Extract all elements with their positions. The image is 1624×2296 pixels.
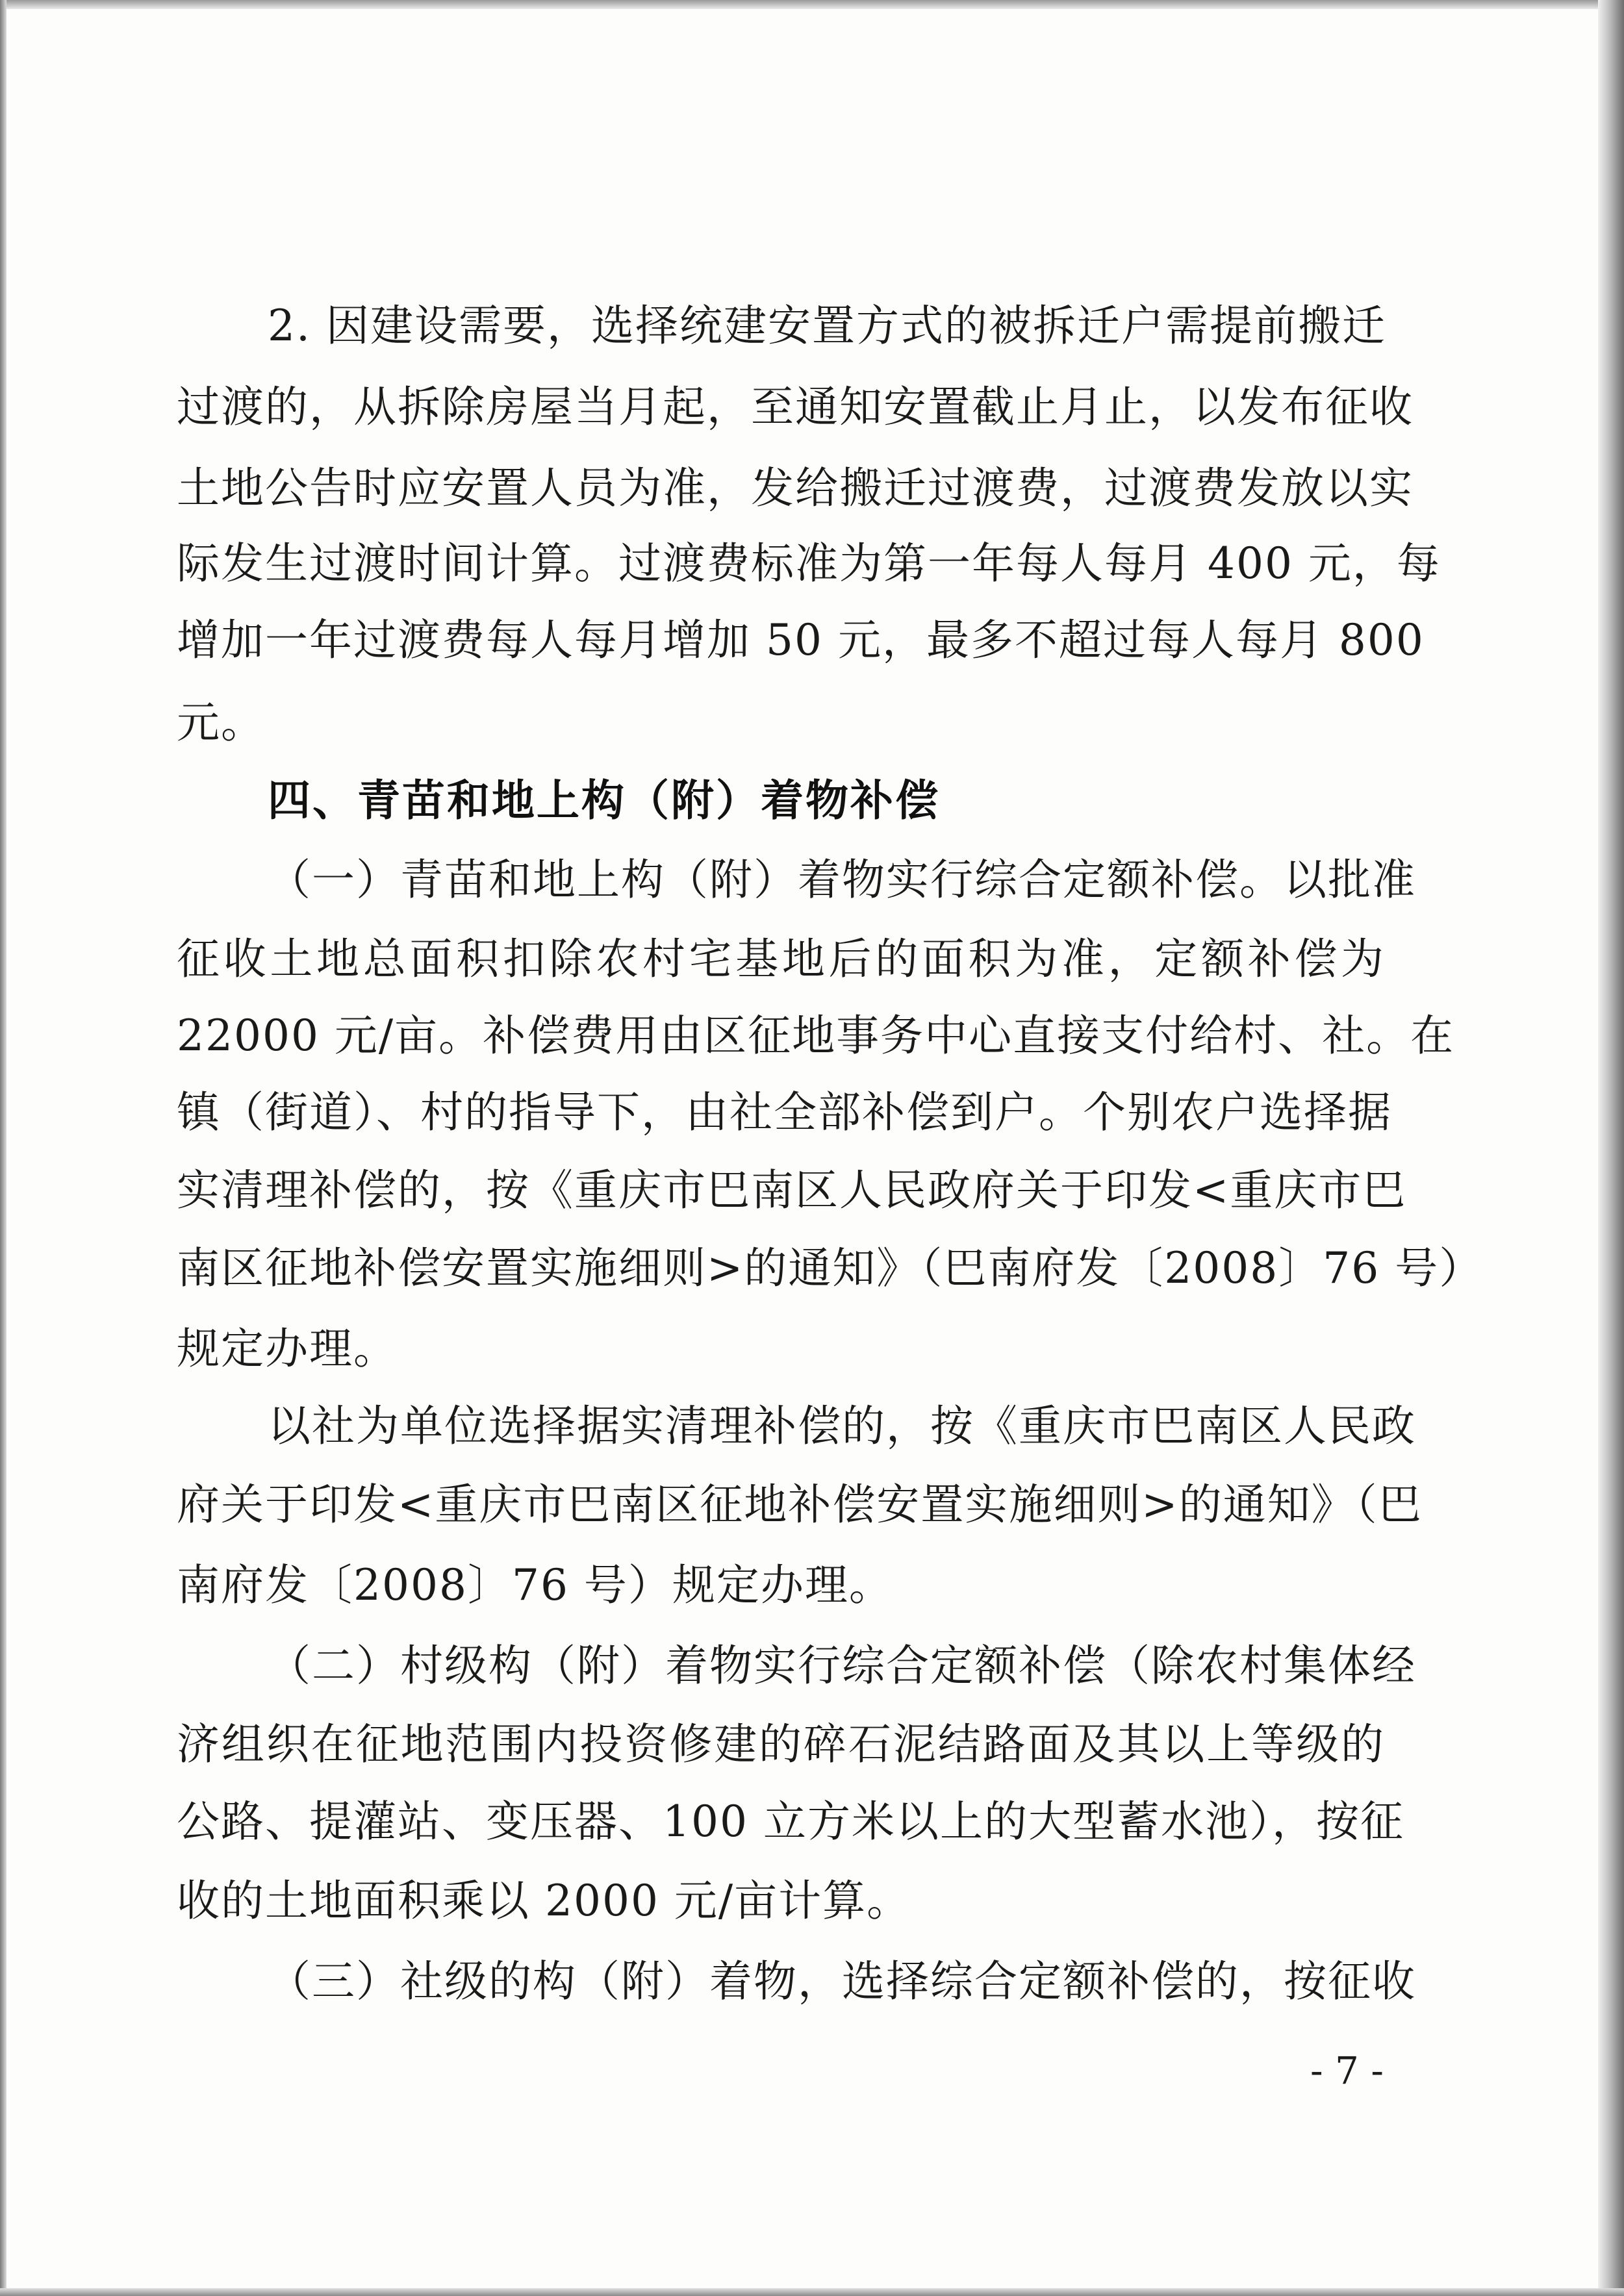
paragraph-line: 收的土地面积乘以 2000 元/亩计算。 — [177, 1876, 911, 1926]
paragraph-line: 南区征地补偿安置实施细则>的通知》（巴南府发〔2008〕76 号） — [177, 1243, 1484, 1293]
page-number: - 7 - — [1310, 2049, 1384, 2093]
paragraph-line: 镇（街道）、村的指导下，由社全部补偿到户。个别农户选择据 — [177, 1087, 1392, 1137]
paragraph-line: 南府发〔2008〕76 号）规定办理。 — [177, 1560, 893, 1610]
paragraph-line: 2. 因建设需要，选择统建安置方式的被拆迁户需提前搬迁 — [268, 301, 1386, 351]
scan-edge-top — [0, 0, 1624, 9]
paragraph-line: （一）青苗和地上构（附）着物实行综合定额补偿。以批准 — [268, 855, 1416, 905]
paragraph-line: 实清理补偿的，按《重庆市巴南区人民政府关于印发<重庆市巴 — [177, 1165, 1407, 1215]
section-heading: 四、青苗和地上构（附）着物补偿 — [268, 776, 940, 826]
paragraph-line: （二）村级构（附）着物实行综合定额补偿（除农村集体经 — [268, 1641, 1416, 1691]
paragraph-line: 规定办理。 — [177, 1324, 398, 1374]
scan-edge-right — [1598, 0, 1624, 2296]
paragraph-line: 以社为单位选择据实清理补偿的，按《重庆市巴南区人民政 — [268, 1401, 1416, 1451]
paragraph-line: 22000 元/亩。补偿费用由区征地事务中心直接支付给村、社。在 — [177, 1011, 1455, 1061]
paragraph-line: 元。 — [177, 698, 265, 748]
scan-edge-bottom — [0, 2288, 1624, 2296]
paragraph-line: 公路、提灌站、变压器、100 立方米以上的大型蓄水池），按征 — [177, 1797, 1404, 1847]
paragraph-line: （三）社级的构（附）着物，选择综合定额补偿的，按征收 — [268, 1956, 1416, 2006]
paragraph-line: 府关于印发<重庆市巴南区征地补偿安置实施细则>的通知》（巴 — [177, 1480, 1423, 1530]
paragraph-line: 土地公告时应安置人员为准，发给搬迁过渡费，过渡费发放以实 — [177, 463, 1414, 513]
paragraph-line: 征收土地总面积扣除农村宅基地后的面积为准，定额补偿为 — [177, 934, 1385, 984]
scan-edge-left — [0, 0, 6, 2296]
paragraph-line: 际发生过渡时间计算。过渡费标准为第一年每人每月 400 元，每 — [177, 538, 1441, 588]
paragraph-line: 过渡的，从拆除房屋当月起，至通知安置截止月止，以发布征收 — [177, 382, 1414, 432]
paragraph-line: 增加一年过渡费每人每月增加 50 元，最多不超过每人每月 800 — [177, 615, 1425, 665]
paragraph-line: 济组织在征地范围内投资修建的碎石泥结路面及其以上等级的 — [177, 1719, 1385, 1769]
